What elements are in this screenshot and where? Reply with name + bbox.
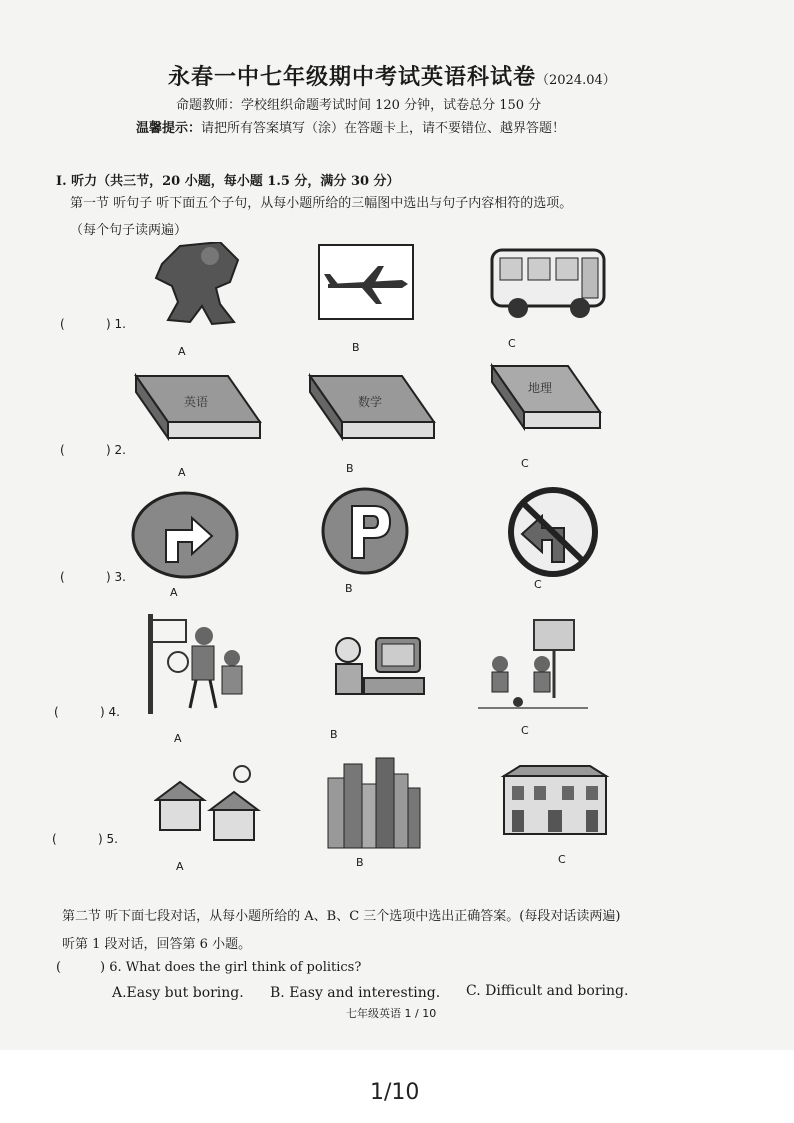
q1-number: ) 1. [106, 317, 126, 331]
q3-number: ) 3. [106, 570, 126, 584]
page-footer: 七年级英语 1 / 10 [346, 1007, 437, 1020]
q4-option-c: C [521, 724, 529, 737]
computer-kid-icon [326, 630, 430, 710]
q2-option-a: A [178, 466, 186, 479]
book-a-title: 英语 [184, 395, 209, 409]
q6-option-b: B. Easy and interesting. [270, 985, 441, 1001]
playground-kids-icon [478, 618, 588, 712]
book-c-title: 地理 [528, 381, 553, 395]
page-indicator: 1/10 [370, 1080, 420, 1105]
book-b-title: 数学 [358, 395, 383, 409]
houses-icon [154, 760, 264, 844]
parking-sign-icon [318, 486, 412, 576]
exam-tip-prefix: 温馨提示： [136, 121, 202, 136]
bus-icon [488, 246, 610, 322]
q5-option-c: C [558, 853, 566, 866]
part2-instruction: 第二节 听下面七段对话，从每小题所给的 A、B、C 三个选项中选出正确答案。(每段对话读两遍) [62, 909, 621, 924]
q1-option-c: C [508, 337, 516, 350]
book-icon [132, 372, 264, 454]
q3-option-a: A [170, 586, 178, 599]
q3-bracket: ( [60, 570, 65, 584]
airplane-icon [318, 244, 414, 320]
exam-tip-body: 请把所有答案填写（涂）在答题卡上，请不要错位、越界答题！ [201, 121, 566, 136]
q6-bracket: ( [56, 960, 62, 975]
q1-option-a: A [178, 345, 186, 358]
exam-title-text: 永春一中七年级期中考试英语科试卷 [168, 64, 537, 90]
q2-number: ) 2. [106, 443, 126, 457]
exam-date: （2024.04） [536, 73, 616, 88]
q6-option-c: C. Difficult and boring. [466, 983, 629, 999]
q2-option-b: B [346, 462, 354, 475]
section-heading: I. 听力（共三节，20 小题，每小题 1.5 分，满分 30 分） [56, 174, 400, 189]
book-icon [306, 372, 438, 454]
q1-option-b: B [352, 341, 360, 354]
q5-option-a: A [176, 860, 184, 873]
part1-note: （每个句子读两遍） [70, 223, 188, 238]
part1-instruction: 第一节 听句子 听下面五个子句，从每小题所给的三幅图中选出与句子内容相符的选项。 [70, 196, 573, 211]
q2-option-c: C [521, 457, 529, 470]
q1-bracket: ( [60, 317, 65, 331]
exam-title [168, 60, 616, 91]
no-left-turn-sign-icon [502, 486, 604, 578]
turn-right-sign-icon [130, 490, 240, 580]
exam-tip [136, 117, 565, 136]
q5-bracket: ( [52, 832, 57, 846]
q3-option-b: B [345, 582, 353, 595]
walking-person-icon [150, 242, 242, 328]
dialogue1-instruction: 听第 1 段对话，回答第 6 小题。 [62, 937, 252, 952]
q5-number: ) 5. [98, 832, 118, 846]
q4-bracket: ( [54, 705, 59, 719]
q3-option-c: C [534, 578, 542, 591]
exam-info: 命题教师：学校组织命题考试时间 120 分钟，试卷总分 150 分 [176, 98, 542, 113]
row-houses-icon [500, 762, 610, 836]
q4-option-a: A [174, 732, 182, 745]
q2-bracket: ( [60, 443, 65, 457]
q5-option-b: B [356, 856, 364, 869]
q6-question: ) 6. What does the girl think of politics? [100, 960, 362, 975]
q4-number: ) 4. [100, 705, 120, 719]
q4-option-b: B [330, 728, 338, 741]
city-buildings-icon [326, 754, 422, 850]
book-icon [488, 362, 604, 444]
basketball-kids-icon [144, 612, 254, 716]
q6-option-a: A.Easy but boring. [112, 985, 244, 1001]
